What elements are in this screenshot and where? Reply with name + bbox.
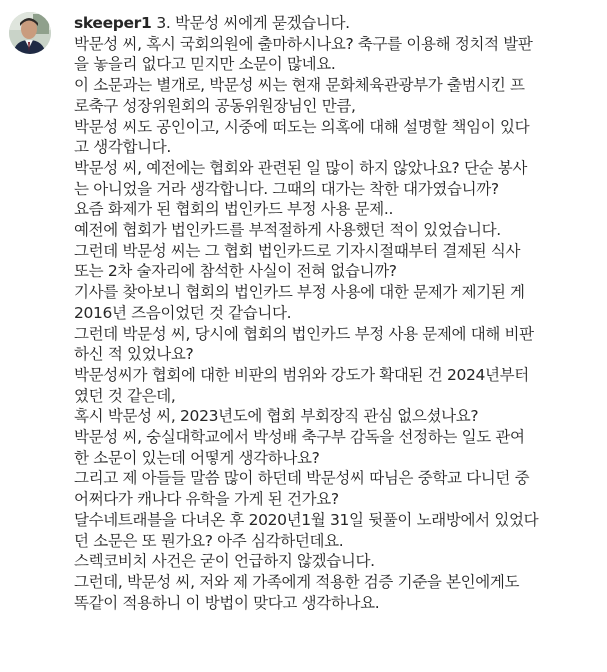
username-link[interactable]: skeeper1 — [74, 14, 152, 32]
comment-line: 을 놓을리 없다고 믿지만 소문이 많네요. — [74, 55, 336, 74]
comment-line: 박문성씨가 협회에 대한 비판의 범위와 강도가 확대된 건 2024년부터 — [74, 365, 529, 384]
comment-line: 기사를 찾아보니 협회의 법인카드 부정 사용에 대한 문제가 제기된 게 — [74, 283, 525, 302]
avatar[interactable] — [9, 12, 51, 54]
comment-line: 이 소문과는 별개로, 박문성 씨는 현재 문화체육관광부가 출범시킨 프 — [74, 76, 525, 95]
comment-line-first — [74, 13, 604, 34]
comment-line: 박문성 씨, 숭실대학교에서 박성배 축구부 감독을 선정하는 일도 관여 — [74, 428, 525, 447]
comment-line: 그런데 박문성 씨는 그 협회 법인카드로 기자시절때부터 결제된 식사 — [74, 241, 521, 260]
comment-line: 요즘 화제가 된 협회의 법인카드 부정 사용 문제.. — [74, 200, 394, 219]
comment-line: 한 소문이 있는데 어떻게 생각하나요? — [74, 448, 320, 467]
comment-line: 던 소문은 또 뭔가요? 아주 심각하던데요. — [74, 531, 344, 550]
comment-line: 박문성 씨, 혹시 국회의원에 출마하시나요? 축구를 이용해 정치적 발판 — [74, 34, 533, 53]
comment-line: 달수네트래블을 다녀온 후 2020년1월 31일 뒷풀이 노래방에서 있었다 — [74, 510, 539, 529]
comment-line: 예전에 협회가 법인카드를 부적절하게 사용했던 적이 있었습니다. — [74, 221, 501, 240]
comment-text — [74, 13, 604, 613]
profile-photo-avatar — [9, 12, 51, 54]
comment-line: 그런데 박문성 씨, 당시에 협회의 법인카드 부정 사용 문제에 대해 비판 — [74, 324, 534, 343]
comment-line: 어쩌다가 캐나다 유학을 가게 된 건가요? — [74, 490, 339, 509]
comment-line: 로축구 성장위원회의 공동위원장님인 만큼, — [74, 96, 356, 115]
comment-line: 스렉코비치 사건은 굳이 언급하지 않겠습니다. — [74, 552, 375, 571]
comment-line: 는 아니었을 거라 생각합니다. 그때의 대가는 착한 대가였습니까? — [74, 179, 499, 198]
comment-line: 그리고 제 아들들 말씀 많이 하던데 박문성씨 따님은 중학교 다니던 중 — [74, 469, 530, 488]
comment-line: 혹시 박문성 씨, 2023년도에 협회 부회장직 관심 없으셨나요? — [74, 407, 479, 426]
comment-line: 고 생각합니다. — [74, 138, 171, 157]
comment-line: 똑같이 적용하니 이 방법이 맞다고 생각하나요. — [74, 593, 380, 612]
comment-line-text: 3. 박문성 씨에게 묻겠습니다. — [156, 14, 350, 32]
comment-line: 였던 것 같은데, — [74, 386, 176, 405]
comment-line: 2016년 즈음이었던 것 같습니다. — [74, 303, 292, 322]
comment-line: 하신 적 있었나요? — [74, 345, 194, 364]
comment-line: 그런데, 박문성 씨, 저와 제 가족에게 적용한 검증 기준을 본인에게도 — [74, 572, 520, 591]
comment-line: 또는 2차 술자리에 참석한 사실이 전혀 없습니까? — [74, 262, 397, 281]
comment-line: 박문성 씨도 공인이고, 시중에 떠도는 의혹에 대해 설명할 책임이 있다 — [74, 117, 530, 136]
comment-line: 박문성 씨, 예전에는 협회와 관련된 일 많이 하지 않았나요? 단순 봉사 — [74, 158, 528, 177]
